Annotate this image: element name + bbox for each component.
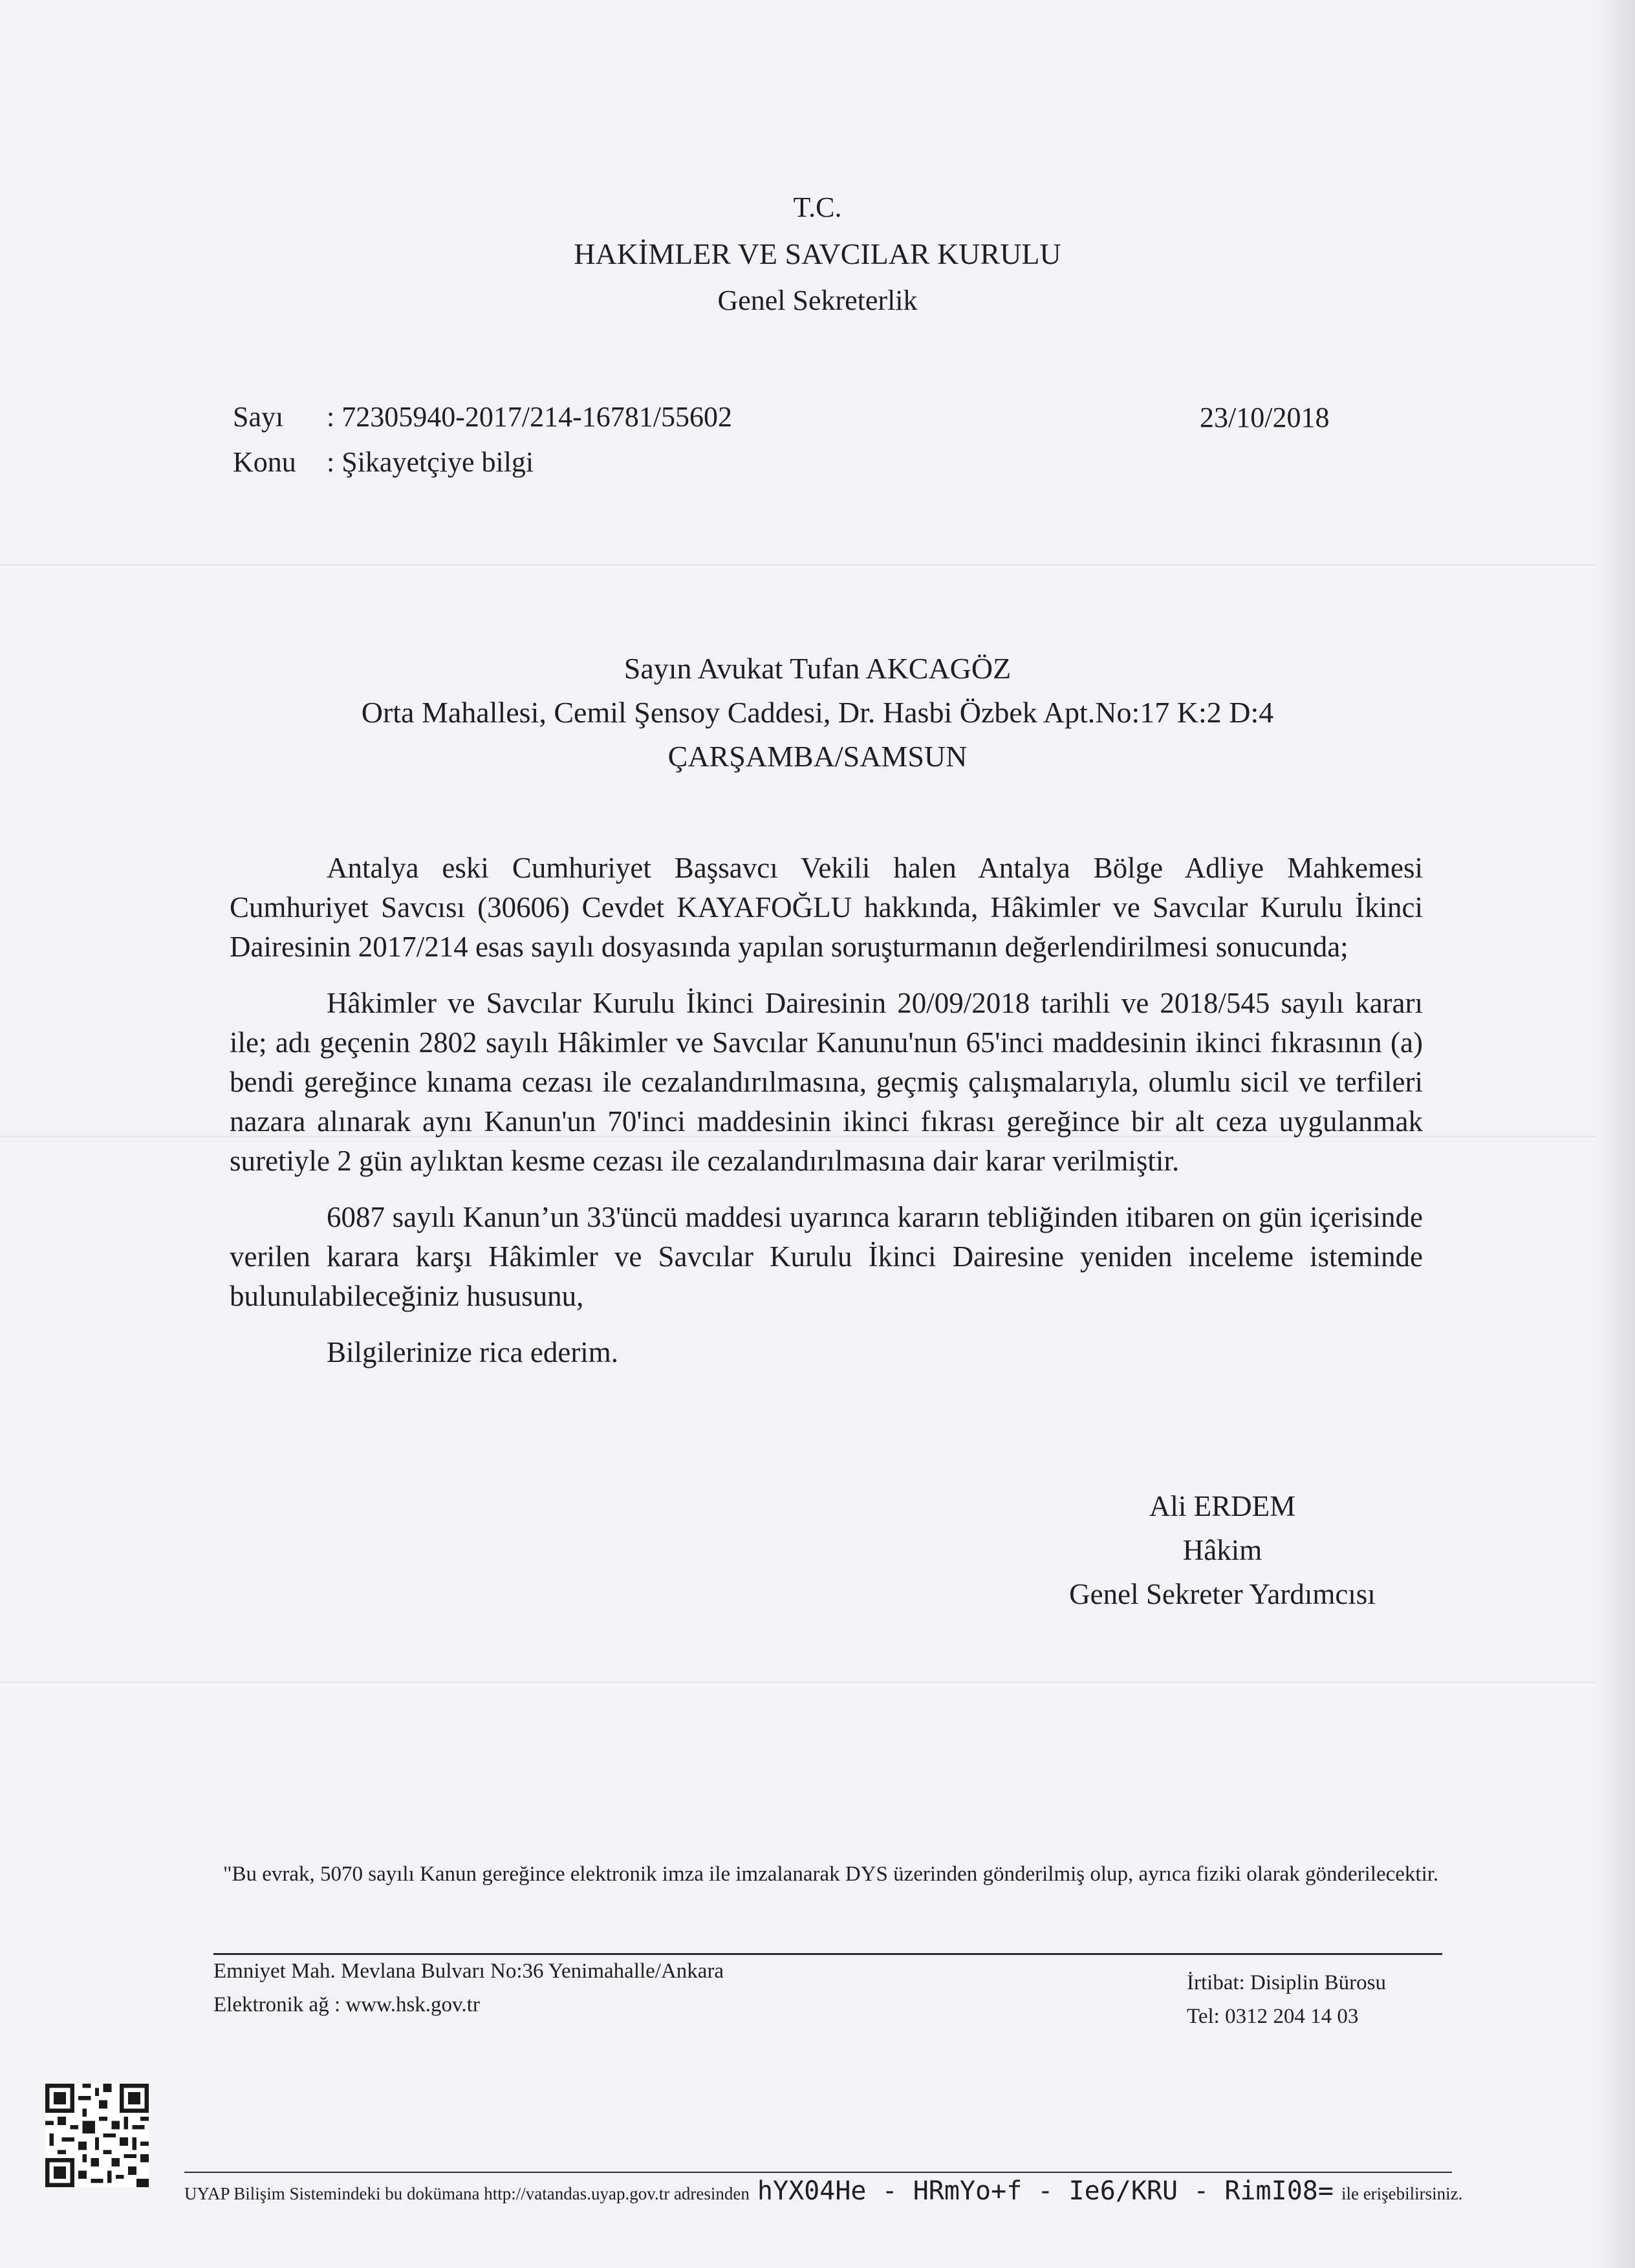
- subject-value: : Şikayetçiye bilgi: [327, 446, 534, 478]
- uyap-verification-line: [184, 2176, 1462, 2206]
- body-paragraph-1: Antalya eski Cumhuriyet Başsavcı Vekili halen Antalya Bölge Adliye Mahkemesi Cumhuriyet Savcısı (30606) Cevdet KAYAFOĞLU hakkında, Hâkimler ve Savcılar Kurulu İkinci Dairesinin 2017/214 esas sayılı dosyasında yapılan soruşturmanın değerlendirilmesi sonucunda;: [230, 852, 1423, 963]
- qr-code-icon: [45, 2084, 149, 2187]
- letter-body: [230, 848, 1423, 1372]
- department-name: Genel Sekreterlik: [717, 285, 918, 316]
- letterhead: [0, 184, 1635, 324]
- recipient-city: ÇARŞAMBA/SAMSUN: [667, 740, 968, 773]
- reference-number-value: : 72305940-2017/214-16781/55602: [327, 401, 732, 433]
- uyap-suffix: ile erişebilirsiniz.: [1341, 2184, 1463, 2203]
- e-signature-notice: "Bu evrak, 5070 sayılı Kanun gereğince elektronik imza ile imzalanarak DYS üzerinden gönderilmiş olup, ayrıca fiziki olarak gönderilecektir.: [223, 1863, 1439, 1886]
- recipient-name: Sayın Avukat Tufan AKCAGÖZ: [623, 652, 1012, 685]
- signer-name: Ali ERDEM: [1149, 1490, 1296, 1522]
- signer-position: Genel Sekreter Yardımcısı: [1069, 1578, 1376, 1610]
- uyap-prefix: UYAP Bilişim Sistemindeki bu dokümana http://vatandas.uyap.gov.tr adresinden: [184, 2184, 750, 2203]
- uyap-divider: [184, 2172, 1452, 2173]
- reference-block: [233, 394, 732, 485]
- signature-block: [996, 1484, 1449, 1616]
- recipient-address: Orta Mahallesi, Cemil Şensoy Caddesi, Dr. Hasbi Özbek Apt.No:17 K:2 D:4: [361, 696, 1274, 729]
- country-code: T.C.: [793, 191, 842, 223]
- footer-contact: İrtibat: Disiplin Bürosu: [1187, 1971, 1386, 1994]
- reference-number-label: Sayı: [233, 401, 284, 433]
- paper-edge-shadow: [1596, 0, 1635, 2268]
- paper-fold: [0, 1681, 1635, 1685]
- footer-phone: Tel: 0312 204 14 03: [1187, 2005, 1359, 2028]
- footer-address: Emniyet Mah. Mevlana Bulvarı No:36 Yenimahalle/Ankara: [213, 1960, 724, 1983]
- subject-label: Konu: [233, 446, 296, 478]
- closing-line: Bilgilerinize rica ederim.: [327, 1336, 619, 1368]
- footer-address-block: [213, 1954, 724, 2022]
- body-paragraph-3: 6087 sayılı Kanun’un 33'üncü maddesi uyarınca kararın tebliğinden itibaren on gün içerisinde verilen karara karşı Hâkimler ve Savcılar Kurulu İkinci Dairesine yeniden inceleme isteminde bulunulabileceğiniz hususunu,: [230, 1201, 1423, 1312]
- uyap-access-code: hYX04He - HRmYo+f - Ie6/KRU - RimI08=: [757, 2176, 1334, 2206]
- signer-title: Hâkim: [1182, 1534, 1262, 1566]
- institution-name: HAKİMLER VE SAVCILAR KURULU: [574, 237, 1061, 270]
- footer-contact-block: [1187, 1966, 1386, 2033]
- recipient-block: [0, 647, 1635, 779]
- letter-date: 23/10/2018: [1200, 402, 1330, 433]
- subject-row: [233, 440, 732, 485]
- paper-fold: [0, 564, 1635, 568]
- body-paragraph-2: Hâkimler ve Savcılar Kurulu İkinci Dairesinin 20/09/2018 tarihli ve 2018/545 sayılı kararı ile; adı geçenin 2802 sayılı Hâkimler ve Savcılar Kanunu'nun 65'inci maddesinin ikinci fıkrasının (a) bendi gereğince kınama cezası ile cezalandırılmasına, geçmiş çalışmalarıyla, olumlu sicil ve terfileri nazara alınarak aynı Kanun'un 70'inci maddesinin ikinci fıkrası gereğince bir alt ceza uygulanmak suretiyle 2 gün aylıktan kesme cezası ile cezalandırılmasına dair karar verilmiştir.: [230, 987, 1423, 1177]
- reference-number-row: [233, 394, 732, 440]
- footer-website: Elektronik ağ : www.hsk.gov.tr: [213, 1993, 480, 2016]
